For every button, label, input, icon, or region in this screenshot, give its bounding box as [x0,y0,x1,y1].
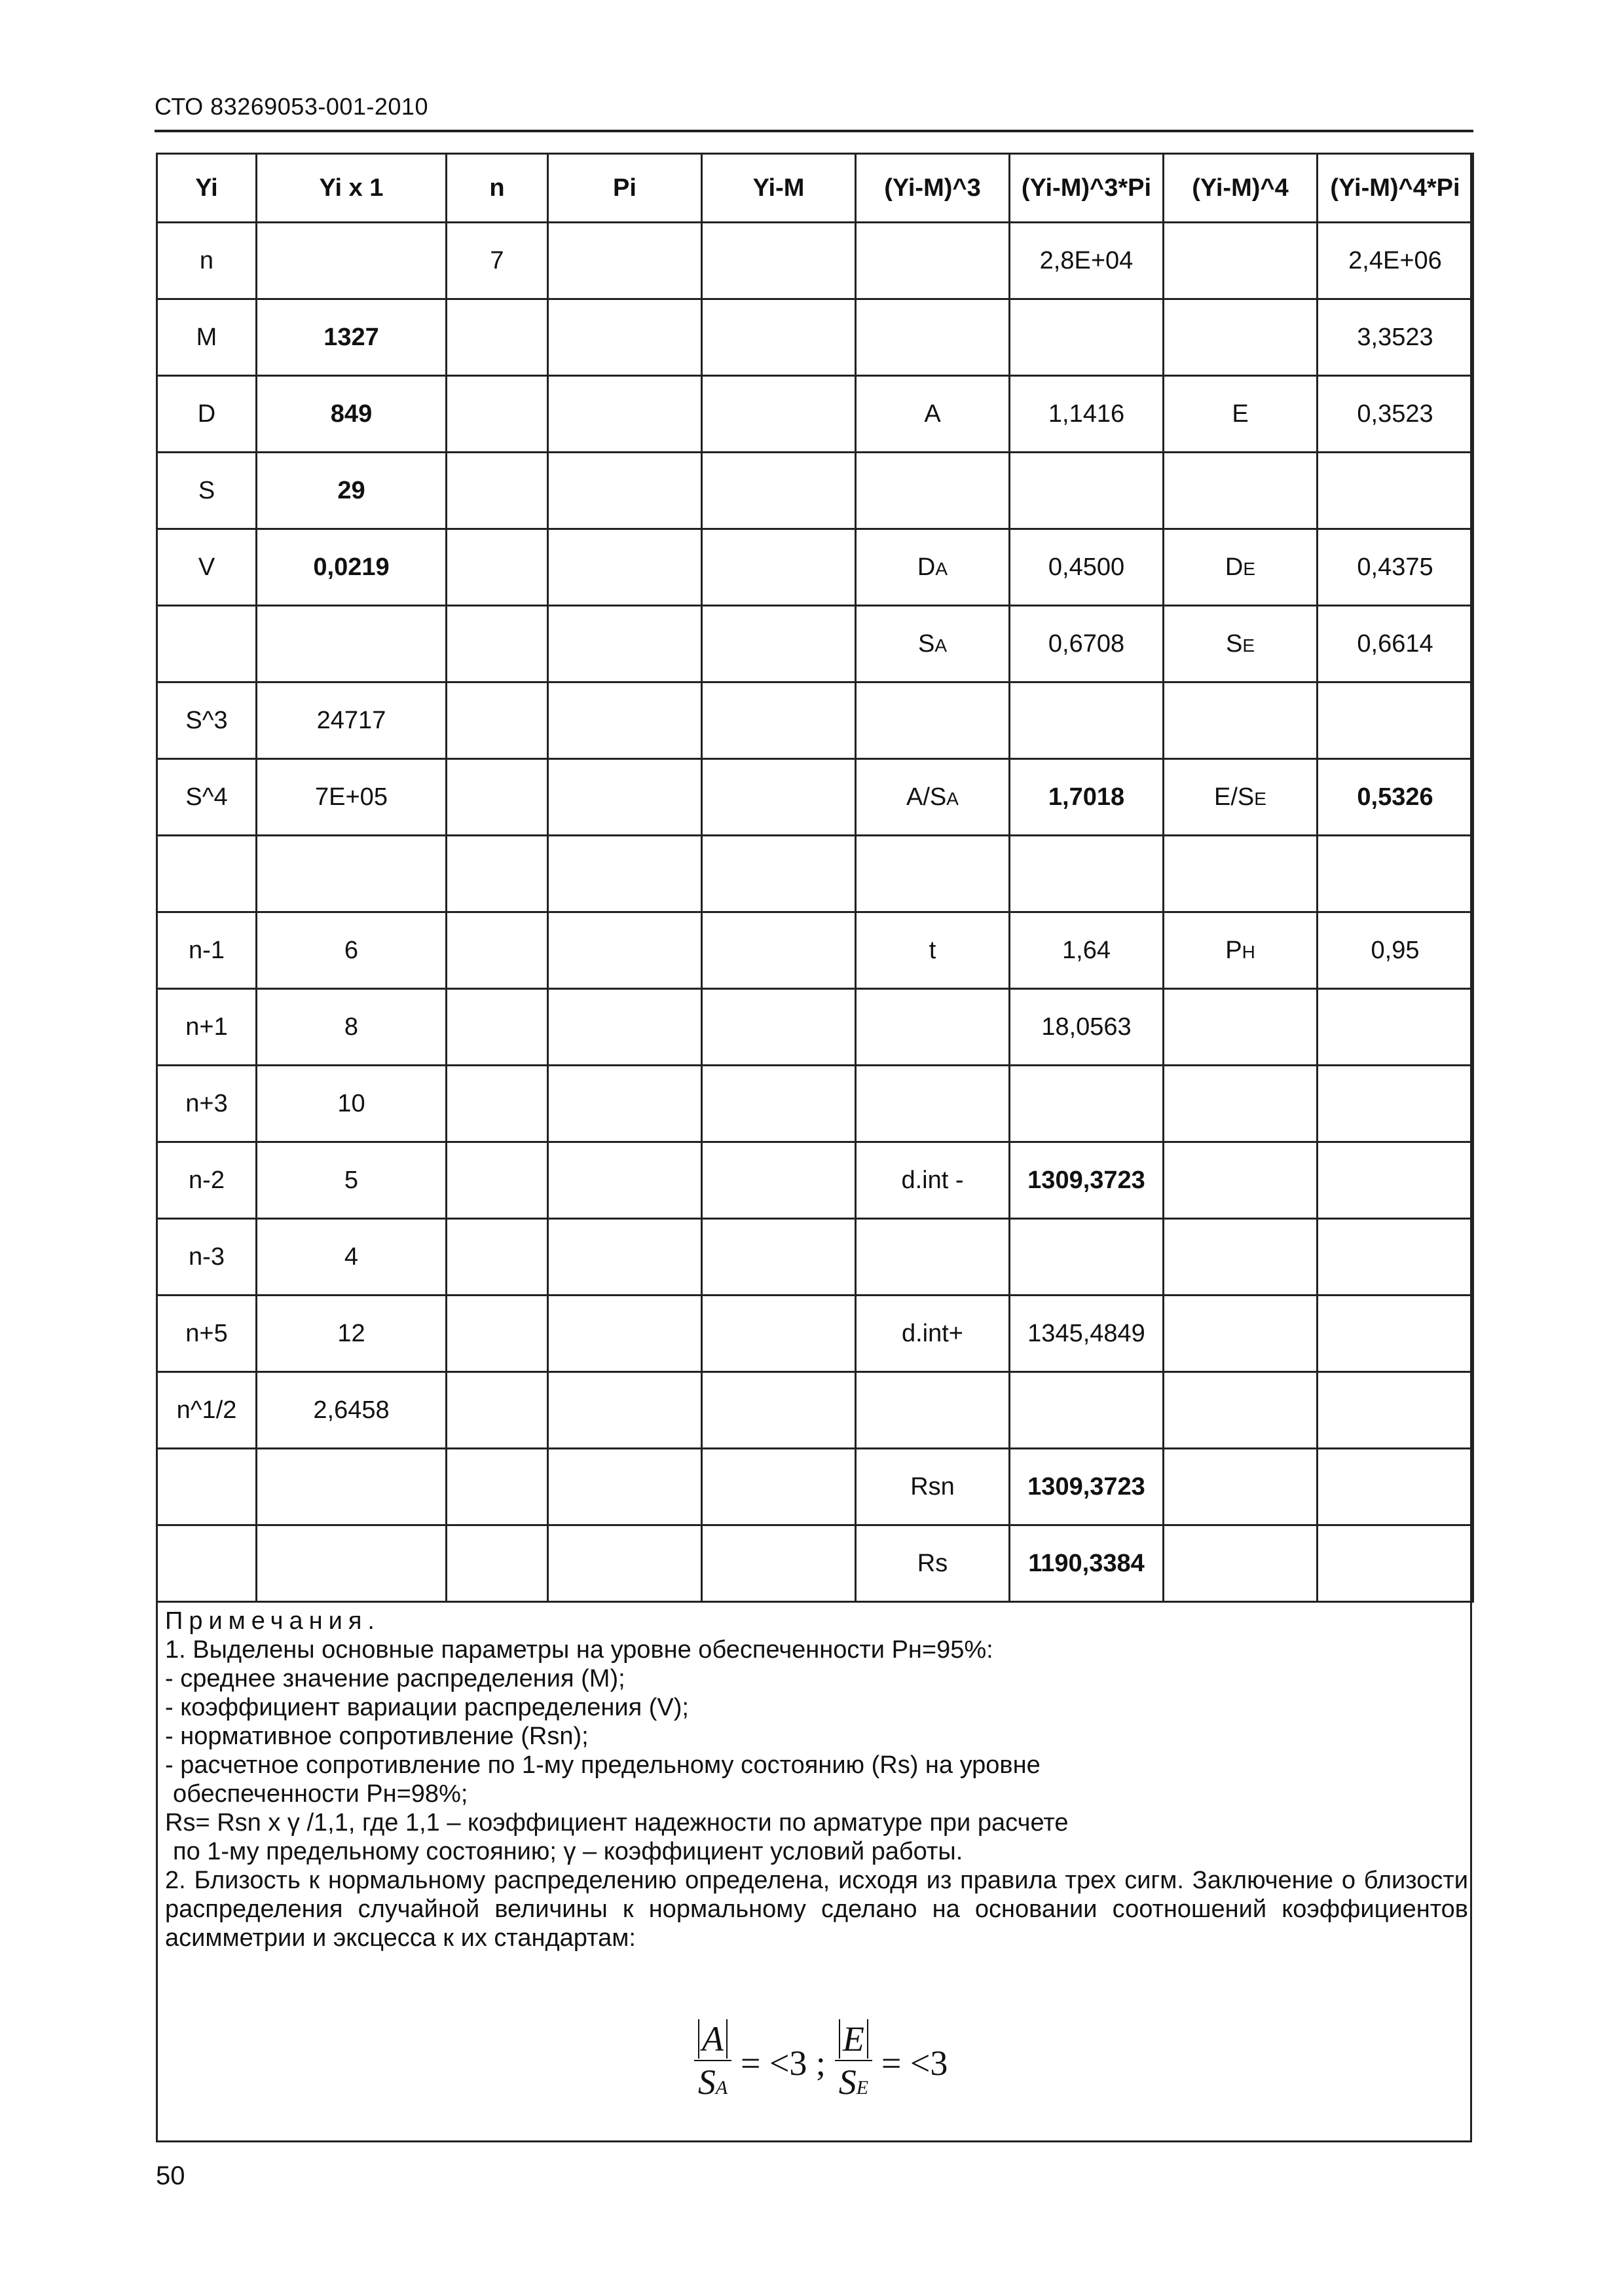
notes-line: 1. Выделены основные параметры на уровне обеспеченности Рн=95%: [165,1636,993,1664]
notes-line: - коэффициент вариации распределения (V); [165,1694,689,1721]
table-cell [702,1142,856,1219]
table-row [157,682,1473,759]
table-cell [1318,1142,1473,1219]
table-cell [1164,1525,1318,1602]
table-cell [1010,1219,1164,1296]
table-cell: SE [1164,606,1318,682]
table-cell: 0,5326 [1318,759,1473,836]
table-cell [447,1449,548,1525]
table-cell [702,1296,856,1372]
table-cell [702,453,856,529]
table-cell [447,606,548,682]
table-cell [548,1219,702,1296]
table-cell: Rsn [856,1449,1010,1525]
table-row [157,1142,1473,1219]
table-cell: S^4 [157,759,257,836]
column-header: Pi [548,154,702,223]
column-header: (Yi-M)^3*Pi [1010,154,1164,223]
table-cell [702,1525,856,1602]
asymmetry-ratio [694,2018,731,2109]
table-cell: 10 [257,1066,447,1142]
table-cell [257,1525,447,1602]
page-number: 50 [156,2161,185,2190]
notes-line: обеспеченности Рн=98%; [173,1780,468,1808]
table-row [157,453,1473,529]
table-cell [1164,453,1318,529]
table-cell [1164,1449,1318,1525]
table-cell: 0,3523 [1318,376,1473,453]
table-cell: 1,64 [1010,912,1164,989]
table-row [157,836,1473,912]
table-row [157,989,1473,1066]
table-cell [548,682,702,759]
table-cell [1164,223,1318,299]
table-cell: DE [1164,529,1318,606]
asymmetry-denominator: S [697,2062,716,2102]
table-cell: d.int+ [856,1296,1010,1372]
table-row [157,912,1473,989]
table-cell [1318,836,1473,912]
table-cell [856,1066,1010,1142]
table-cell [548,912,702,989]
table-cell [447,1219,548,1296]
table-cell [548,1525,702,1602]
table-cell: M [157,299,257,376]
table-cell [856,1219,1010,1296]
table-cell: n^1/2 [157,1372,257,1449]
table-row [157,759,1473,836]
table-cell: 2,6458 [257,1372,447,1449]
table-cell [856,1372,1010,1449]
table-cell [157,606,257,682]
table-cell [1010,836,1164,912]
table-cell [548,453,702,529]
table-cell [1164,1142,1318,1219]
table-cell: 0,6708 [1010,606,1164,682]
table-cell [856,682,1010,759]
table-cell [702,376,856,453]
table-cell [447,836,548,912]
notes-line: - нормативное сопротивление (Rsn); [165,1723,589,1750]
table-cell: 0,4375 [1318,529,1473,606]
statistics-table [156,153,1474,1603]
notes-title: Примечания. [165,1607,380,1635]
table-cell [548,989,702,1066]
table-cell: n-2 [157,1142,257,1219]
table-cell: n [157,223,257,299]
table-cell: 4 [257,1219,447,1296]
table-cell [1318,1449,1473,1525]
table-row [157,223,1473,299]
table-cell [702,1372,856,1449]
table-cell [548,1066,702,1142]
table-cell [702,912,856,989]
table-cell [447,989,548,1066]
table-cell [548,606,702,682]
table-header-row [157,154,1473,223]
table-cell: Rs [856,1525,1010,1602]
table-cell [447,299,548,376]
table-cell: 5 [257,1142,447,1219]
table-cell [257,1449,447,1525]
table-cell: 0,6614 [1318,606,1473,682]
table-row [157,1525,1473,1602]
column-header: (Yi-M)^4*Pi [1318,154,1473,223]
table-cell [1010,453,1164,529]
table-cell [1164,989,1318,1066]
table-row [157,606,1473,682]
table-cell [1010,299,1164,376]
table-cell [702,529,856,606]
table-cell [702,299,856,376]
document-header: СТО 83269053-001-2010 [155,92,1473,132]
table-cell [447,682,548,759]
table-cell [1318,1219,1473,1296]
table-cell: 0,95 [1318,912,1473,989]
table-cell [157,836,257,912]
table-cell: 12 [257,1296,447,1372]
asymmetry-relation: = <3 ; [741,2043,826,2083]
table-cell [1164,299,1318,376]
table-cell: 0,0219 [257,529,447,606]
column-header: (Yi-M)^3 [856,154,1010,223]
table-cell [157,1449,257,1525]
table-cell [702,1449,856,1525]
table-cell [702,606,856,682]
table-cell: n+5 [157,1296,257,1372]
asymmetry-numerator: A [698,2019,728,2059]
table-cell [257,836,447,912]
table-cell [447,1066,548,1142]
table-cell: 1,7018 [1010,759,1164,836]
table-cell [447,759,548,836]
table-cell: S [157,453,257,529]
table-cell [1318,989,1473,1066]
notes-line: - среднее значение распределения (М); [165,1665,625,1692]
table-cell: n-3 [157,1219,257,1296]
table-cell [1010,682,1164,759]
table-cell [856,453,1010,529]
column-header: Yi-M [702,154,856,223]
table-cell [702,1066,856,1142]
excess-numerator: E [839,2019,868,2059]
table-row [157,1372,1473,1449]
column-header: Yi [157,154,257,223]
table-cell [702,1219,856,1296]
table-cell [447,529,548,606]
table-cell [548,759,702,836]
table-cell: DA [856,529,1010,606]
table-cell [447,1296,548,1372]
table-cell: 1,1416 [1010,376,1164,453]
table-row [157,1449,1473,1525]
table-cell: 1309,3723 [1010,1449,1164,1525]
table-cell [447,1372,548,1449]
table-cell: 2,8E+04 [1010,223,1164,299]
table-cell [702,223,856,299]
excess-relation: = <3 [881,2043,948,2083]
table-cell: A [856,376,1010,453]
table-cell: 1309,3723 [1010,1142,1164,1219]
table-cell: 3,3523 [1318,299,1473,376]
column-header: (Yi-M)^4 [1164,154,1318,223]
table-cell [1318,1525,1473,1602]
notes-list [165,1635,1468,1866]
table-cell [548,1449,702,1525]
table-cell: 18,0563 [1010,989,1164,1066]
table-cell [1010,1066,1164,1142]
table-cell [447,1525,548,1602]
table-cell [1318,1296,1473,1372]
notes-paragraph-2: 2. Близость к нормальному распределению определена, исходя из правила трех сигм. Заключение о близости распределения случайной величины к нормальному сделано на основании соотношений коэффициентов асимметрии и эксцесса к их стандартам: [165,1867,1468,1952]
table-cell [157,1525,257,1602]
table-cell [1164,836,1318,912]
table-row [157,1296,1473,1372]
table-cell: n+1 [157,989,257,1066]
table-row [157,529,1473,606]
table-cell: 1327 [257,299,447,376]
table-cell: E/SE [1164,759,1318,836]
table-cell: A/SA [856,759,1010,836]
excess-denominator: S [838,2062,857,2102]
table-cell: 1190,3384 [1010,1525,1164,1602]
excess-denominator-subscript: E [856,2076,869,2099]
table-cell [1318,1066,1473,1142]
table-cell: S^3 [157,682,257,759]
table-cell [548,529,702,606]
table-cell: 2,4E+06 [1318,223,1473,299]
table-cell: 1345,4849 [1010,1296,1164,1372]
table-cell [548,223,702,299]
table-cell: 8 [257,989,447,1066]
table-cell: t [856,912,1010,989]
table-cell [447,1142,548,1219]
table-cell [702,759,856,836]
table-cell [702,682,856,759]
table-cell [856,299,1010,376]
table-cell: PH [1164,912,1318,989]
table-cell [447,376,548,453]
table-cell: 6 [257,912,447,989]
table-cell [257,223,447,299]
column-header: n [447,154,548,223]
table-cell: n-1 [157,912,257,989]
table-cell: 849 [257,376,447,453]
table-row [157,376,1473,453]
table-cell: D [157,376,257,453]
table-cell [702,989,856,1066]
table-cell [1164,1296,1318,1372]
table-cell [1318,1372,1473,1449]
table-cell [702,836,856,912]
table-cell [856,989,1010,1066]
table-cell [856,836,1010,912]
table-cell: 7 [447,223,548,299]
table-cell: V [157,529,257,606]
excess-ratio [835,2018,872,2109]
table-cell [856,223,1010,299]
table-cell [257,606,447,682]
table-cell [1318,453,1473,529]
table-cell [1164,1372,1318,1449]
notes-line: Rs= Rsn х γ /1,1, где 1,1 – коэффициент надежности по арматуре при расчете [165,1809,1069,1837]
table-row [157,1219,1473,1296]
table-cell [548,1296,702,1372]
table-cell: 29 [257,453,447,529]
column-header: Yi x 1 [257,154,447,223]
table-cell: E [1164,376,1318,453]
table-cell [548,376,702,453]
table-cell: 7E+05 [257,759,447,836]
table-cell [548,836,702,912]
table-cell [447,912,548,989]
notes-line: по 1-му предельному состоянию; γ – коэффициент условий работы. [173,1838,963,1865]
table-cell [1164,1066,1318,1142]
table-cell [1010,1372,1164,1449]
table-cell [447,453,548,529]
asymmetry-denominator-subscript: A [715,2076,728,2099]
table-cell [1164,682,1318,759]
table-cell [548,1372,702,1449]
table-row [157,1066,1473,1142]
table-cell [1318,682,1473,759]
table-cell [548,1142,702,1219]
sigma-criterion-formula [694,2017,948,2109]
table-cell [548,299,702,376]
table-cell: n+3 [157,1066,257,1142]
table-cell: SA [856,606,1010,682]
table-cell: 0,4500 [1010,529,1164,606]
notes-line: - расчетное сопротивление по 1-му предельному состоянию (Rs) на уровне [165,1751,1041,1779]
table-cell [1164,1219,1318,1296]
table-row [157,299,1473,376]
table-cell: 24717 [257,682,447,759]
table-cell: d.int - [856,1142,1010,1219]
notes-section [165,1607,1468,1952]
